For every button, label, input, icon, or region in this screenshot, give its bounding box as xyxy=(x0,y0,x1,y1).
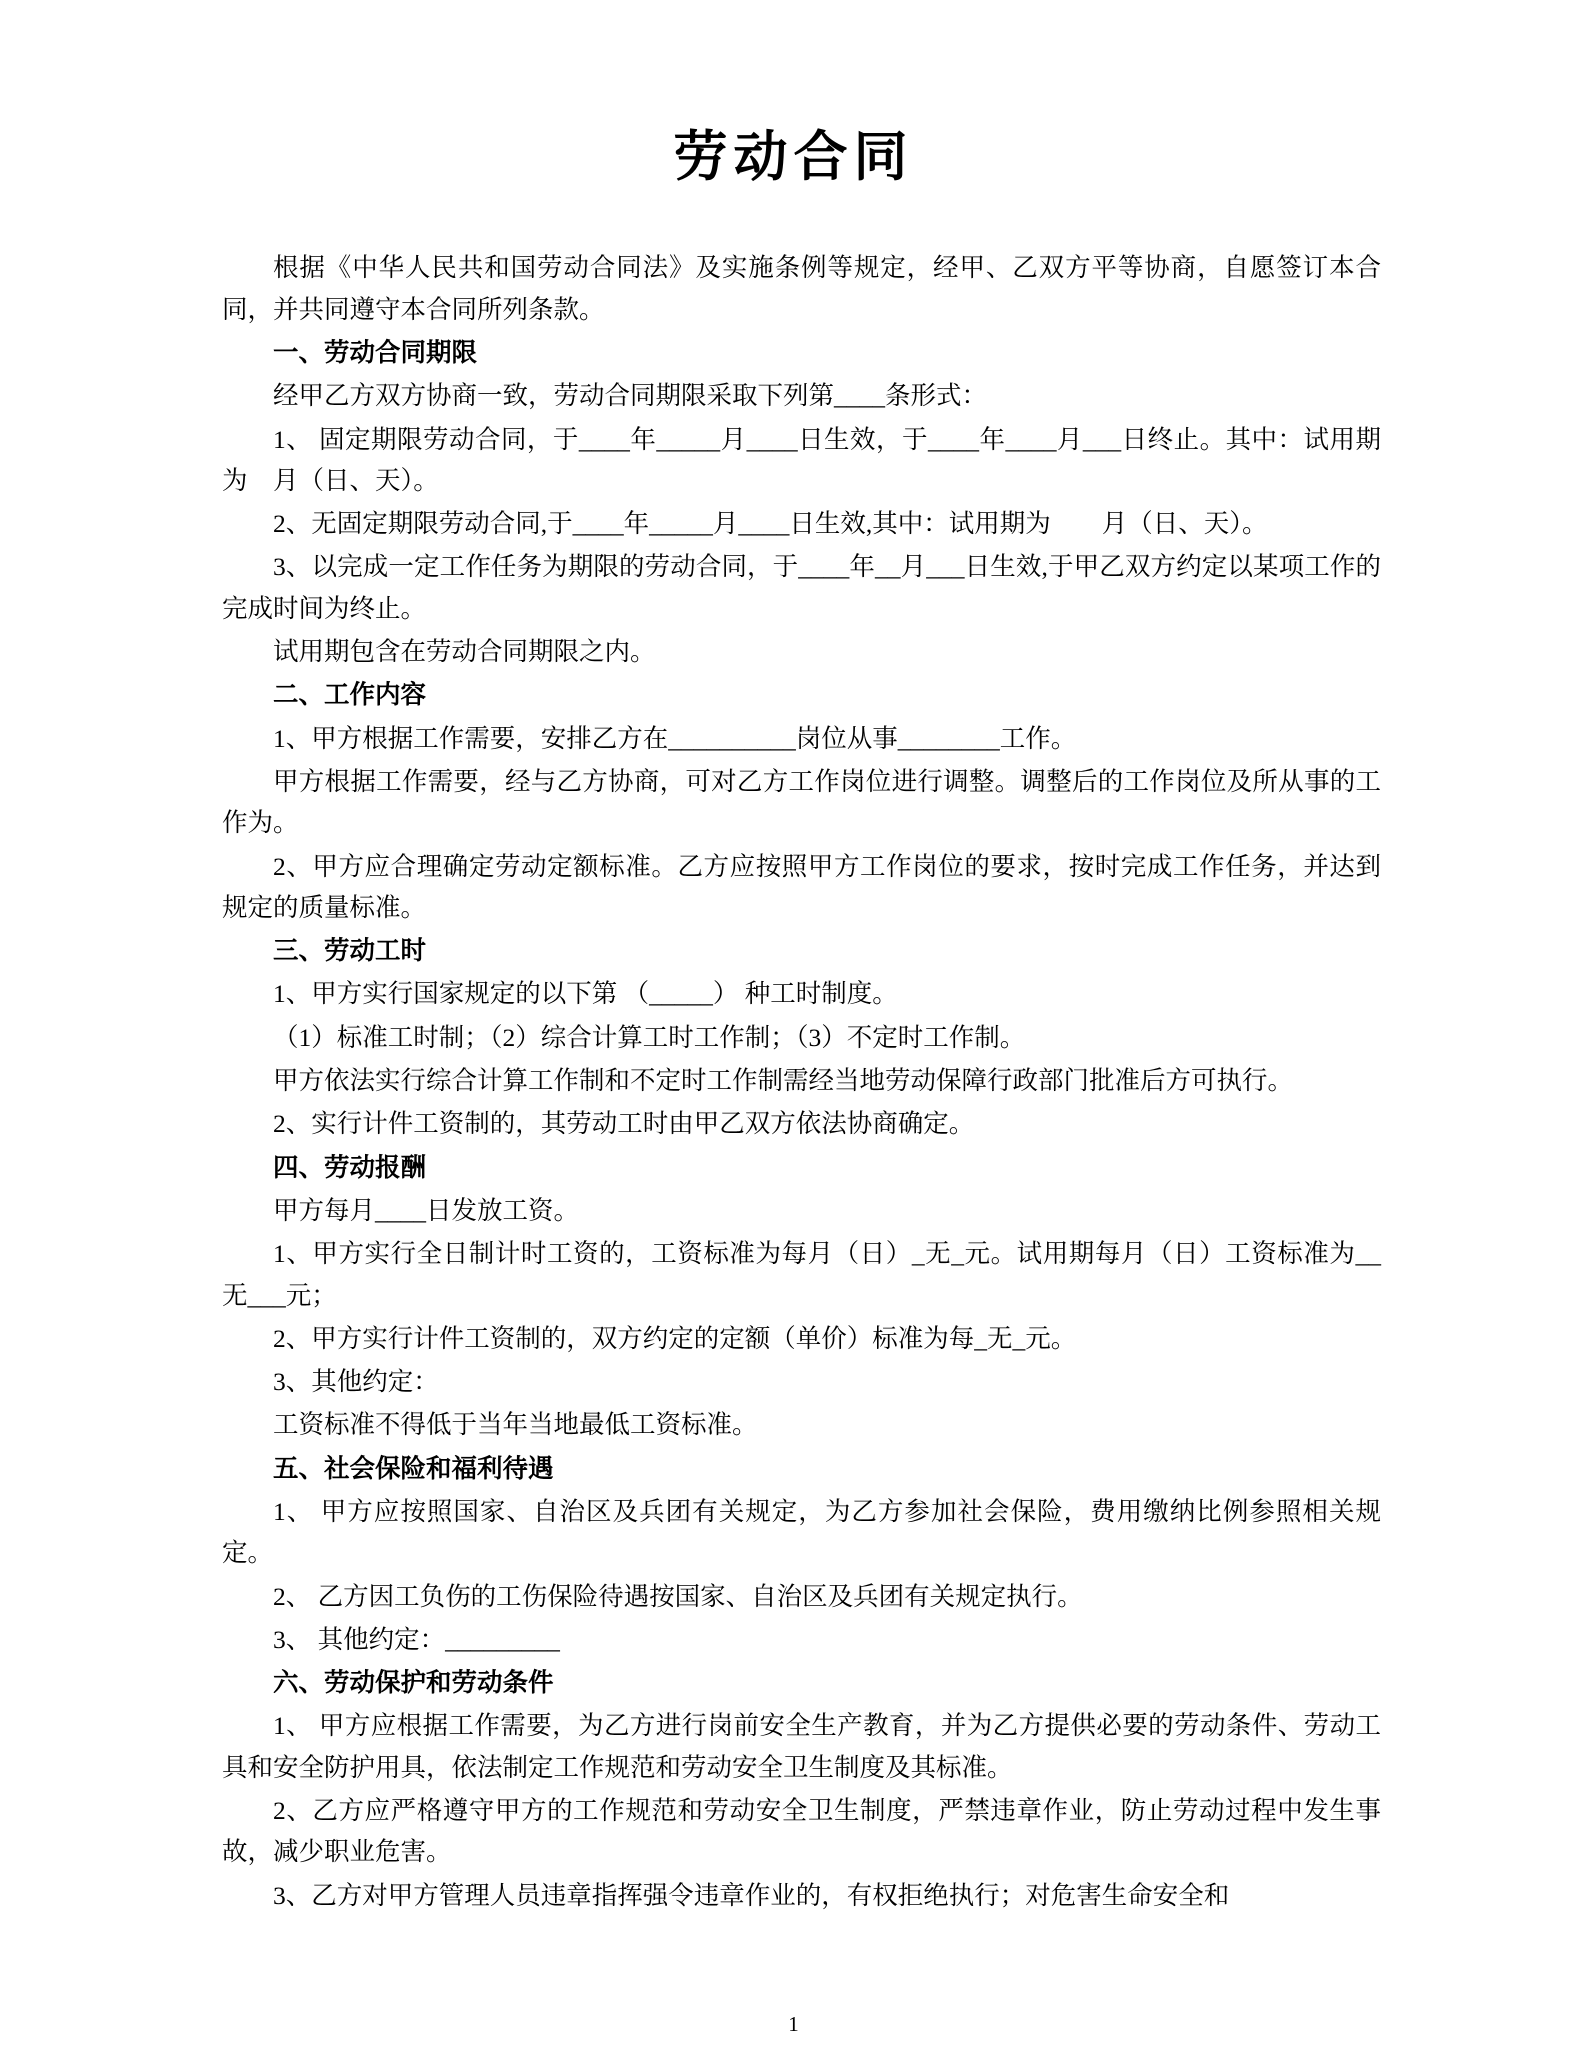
section-heading-4: 四、劳动报酬 xyxy=(273,1152,427,1182)
section-3-paragraph-2: （1）标准工时制；（2）综合计算工时工作制；（3）不定时工作制。 xyxy=(273,1022,1026,1052)
document-body xyxy=(0,247,1587,1916)
section-5-paragraph-3: 3、 其他约定：_________ xyxy=(273,1624,560,1654)
section-4-paragraph-2: 1、甲方实行全日制计时工资的，工资标准为每月（日）_无_元。试用期每月（日）工资标准为__无___元； xyxy=(222,1239,1381,1310)
page-number: 1 xyxy=(788,2012,799,2036)
section-4-paragraph-4: 3、其他约定： xyxy=(273,1367,439,1397)
section-1-paragraph-5: 试用期包含在劳动合同期限之内。 xyxy=(273,637,656,667)
section-heading-5: 五、社会保险和福利待遇 xyxy=(273,1453,554,1483)
section-2-paragraph-2: 甲方根据工作需要，经与乙方协商，可对乙方工作岗位进行调整。调整后的工作岗位及所从事的工作为。 xyxy=(222,766,1381,838)
section-3-paragraph-1: 1、甲方实行国家规定的以下第 （_____） 种工时制度。 xyxy=(273,979,898,1009)
section-4-paragraph-5: 工资标准不得低于当年当地最低工资标准。 xyxy=(273,1410,758,1440)
section-6-paragraph-3: 3、乙方对甲方管理人员违章指挥强令违章作业的，有权拒绝执行；对危害生命安全和 xyxy=(273,1880,1230,1910)
section-heading-2: 二、工作内容 xyxy=(273,680,427,710)
section-2-paragraph-1: 1、甲方根据工作需要，安排乙方在__________岗位从事________工作。 xyxy=(273,723,1077,753)
section-1-paragraph-2: 1、 固定期限劳动合同，于____年_____月____日生效，于____年____月___日终止。其中：试用期为 月（日、天）。 xyxy=(222,424,1381,495)
section-1-paragraph-4: 3、以完成一定工作任务为期限的劳动合同，于____年__月___日生效,于甲乙双方约定以某项工作的完成时间为终止。 xyxy=(222,552,1381,623)
section-1-paragraph-1: 经甲乙方双方协商一致，劳动合同期限采取下列第____条形式： xyxy=(273,381,988,411)
section-heading-1: 一、劳动合同期限 xyxy=(273,337,478,367)
page-title: 劳动合同 xyxy=(673,127,914,187)
section-5-paragraph-2: 2、 乙方因工负伤的工伤保险待遇按国家、自治区及兵团有关规定执行。 xyxy=(273,1581,1083,1611)
section-2-paragraph-3: 2、甲方应合理确定劳动定额标准。乙方应按照甲方工作岗位的要求，按时完成工作任务，并达到规定的质量标准。 xyxy=(222,851,1381,922)
section-6-paragraph-1: 1、 甲方应根据工作需要，为乙方进行岗前安全生产教育，并为乙方提供必要的劳动条件、劳动工具和安全防护用具，依法制定工作规范和劳动安全卫生制度及其标准。 xyxy=(222,1711,1381,1782)
section-heading-3: 三、劳动工时 xyxy=(273,936,427,966)
section-3-paragraph-3: 甲方依法实行综合计算工作制和不定时工作制需经当地劳动保障行政部门批准后方可执行。 xyxy=(273,1066,1294,1096)
section-5-paragraph-1: 1、 甲方应按照国家、自治区及兵团有关规定，为乙方参加社会保险，费用缴纳比例参照相关规定。 xyxy=(222,1497,1381,1568)
section-heading-6: 六、劳动保护和劳动条件 xyxy=(273,1668,554,1698)
section-3-paragraph-4: 2、实行计件工资制的，其劳动工时由甲乙双方依法协商确定。 xyxy=(273,1109,975,1139)
section-1-paragraph-3: 2、无固定期限劳动合同,于____年_____月____日生效,其中：试用期为 月（日、天）。 xyxy=(273,509,1268,539)
preamble-paragraph: 根据《中华人民共和国劳动合同法》及实施条例等规定，经甲、乙双方平等协商，自愿签订本合同，并共同遵守本合同所列条款。 xyxy=(222,253,1381,324)
section-4-paragraph-1: 甲方每月____日发放工资。 xyxy=(273,1195,580,1225)
section-4-paragraph-3: 2、甲方实行计件工资制的，双方约定的定额（单价）标准为每_无_元。 xyxy=(273,1323,1077,1353)
section-6-paragraph-2: 2、乙方应严格遵守甲方的工作规范和劳动安全卫生制度，严禁违章作业，防止劳动过程中发生事故，减少职业危害。 xyxy=(222,1796,1381,1867)
